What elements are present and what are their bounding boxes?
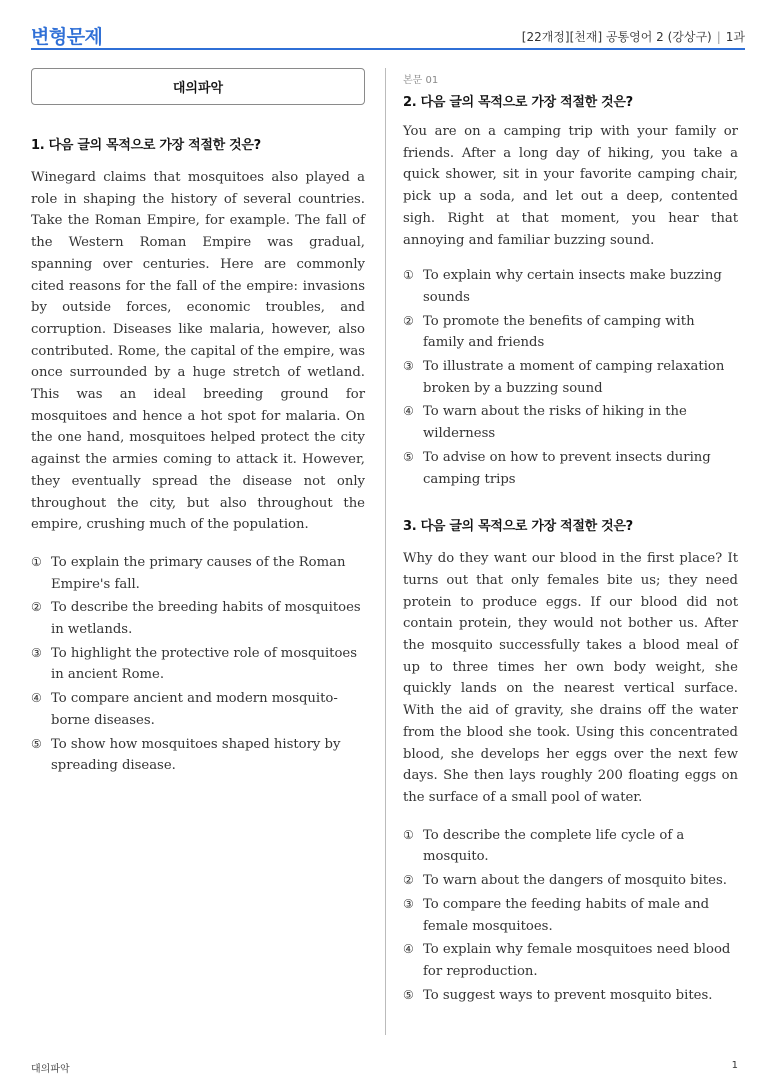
choice-item[interactable]: [31, 688, 365, 731]
choice-text: To advise on how to prevent insects during camping trips: [423, 449, 711, 487]
question-1-passage: Winegard claims that mosquitoes also played a role in shaping the history of several countries. Take the Roman Empire, for example. The fall of the Western Roman Empire was gradual, spanning over centuries. Here are commonly cited reasons for the fall of the empire: invasions by outside forces, economic troubles, and corruption. Diseases like malaria, however, also contributed. Rome, the capital of the empire, was once surrounded by a huge stretch of wetland. This was an ideal breeding ground for mosquitoes and hence a hot spot for malaria. On the one hand, mosquitoes helped protect the city against the armies coming to attack it. However, they eventually spread the disease not only throughout the city, but also throughout the empire, crushing much of the population.: [31, 170, 365, 533]
choice-number: ②: [31, 600, 42, 615]
choice-item[interactable]: [403, 356, 738, 399]
question-3-choices: [403, 825, 738, 1007]
choice-item[interactable]: [403, 401, 738, 444]
passage-tag: 본문 01: [403, 75, 439, 86]
question-2-passage: You are on a camping trip with your family or friends. After a long day of hiking, you take a quick shower, sit in your favorite camping chair, pick up a soda, and let out a deep, contented sigh. Right at that moment, you hear that annoying and familiar buzzing sound.: [403, 124, 738, 248]
page-header: [31, 20, 745, 50]
choice-text: To promote the benefits of camping with family and friends: [423, 313, 695, 351]
choice-item[interactable]: [403, 985, 738, 1007]
choice-number: ⑤: [403, 449, 414, 464]
choice-text: To compare the feeding habits of male and female mosquitoes.: [423, 896, 710, 934]
choice-number: ⑤: [31, 736, 42, 751]
choice-number: ②: [403, 313, 414, 328]
choice-item[interactable]: [31, 552, 365, 595]
choice-text: To explain why certain insects make buzzing sounds: [423, 268, 722, 305]
course-title: [22개정][천재] 공통영어 2 (강상구): [521, 30, 712, 44]
choice-number: ③: [403, 896, 414, 911]
choice-text: To explain the primary causes of the Roman Empire's fall.: [51, 554, 346, 592]
left-column: [31, 68, 365, 779]
choice-text: To describe the breeding habits of mosquitoes in wetlands.: [51, 600, 361, 638]
section-title: 대의파악: [172, 81, 224, 96]
choice-number: ②: [403, 873, 414, 888]
header-separator: |: [716, 30, 721, 44]
choice-number: ⑤: [403, 987, 414, 1002]
choice-text: To warn about the risks of hiking in the wilderness: [423, 404, 687, 442]
choice-item[interactable]: [403, 447, 738, 490]
question-1-choices: [31, 552, 365, 777]
choice-item[interactable]: [403, 870, 738, 892]
choice-text: To compare ancient and modern mosquito-borne diseases.: [51, 691, 338, 728]
choice-item[interactable]: [403, 311, 738, 354]
choice-item[interactable]: [403, 825, 738, 868]
choice-number: ③: [403, 359, 414, 374]
question-2-title: 2. 다음 글의 목적으로 가장 적절한 것은?: [403, 95, 633, 110]
question-3-passage: Why do they want our blood in the first place? It turns out that only females bite us; they need protein to produce eggs. If our blood did not contain protein, they would not bother us. After the mosquito successfully takes a blood meal of up to three times her own body weight, she quickly lands on the nearest vertical surface. With the aid of gravity, she drains off the water from the blood she took. Using this concentrated blood, she develops her eggs over the next few days. She then lays roughly 200 floating eggs on the surface of a small pool of water.: [403, 551, 738, 805]
choice-item[interactable]: [403, 939, 738, 982]
lesson-label: 1과: [725, 30, 745, 44]
choice-text: To show how mosquitoes shaped history by spreading disease.: [51, 736, 341, 774]
course-info: [522, 28, 745, 45]
choice-item[interactable]: [31, 643, 365, 686]
choice-number: ①: [31, 554, 42, 569]
question-2-choices: [403, 265, 738, 490]
choice-item[interactable]: [31, 597, 365, 640]
choice-text: To suggest ways to prevent mosquito bites.: [423, 987, 713, 1003]
question-3-title: 3. 다음 글의 목적으로 가장 적절한 것은?: [403, 519, 633, 535]
choice-item[interactable]: [403, 894, 738, 937]
column-divider: [385, 68, 386, 1035]
choice-number: ④: [31, 691, 42, 706]
choice-item[interactable]: [403, 265, 738, 308]
choice-number: ③: [31, 645, 42, 660]
page-number: 1: [731, 1060, 738, 1071]
choice-number: ①: [403, 268, 414, 283]
right-column: [403, 68, 738, 1008]
footer-section-label: 대의파악: [31, 1064, 70, 1075]
brand-title: 변형문제: [31, 26, 103, 48]
question-1-title: 1. 다음 글의 목적으로 가장 적절한 것은?: [31, 138, 261, 153]
choice-text: To warn about the dangers of mosquito bites.: [423, 873, 727, 889]
section-title-box: [31, 68, 365, 105]
choice-number: ④: [403, 404, 414, 419]
choice-text: To highlight the protective role of mosquitoes in ancient Rome.: [51, 645, 357, 683]
choice-text: To describe the complete life cycle of a mosquito.: [423, 827, 685, 865]
choice-text: To explain why female mosquitoes need blood for reproduction.: [423, 942, 731, 979]
choice-item[interactable]: [31, 734, 365, 777]
choice-text: To illustrate a moment of camping relaxation broken by a buzzing sound: [423, 359, 725, 396]
choice-number: ④: [403, 942, 414, 957]
choice-number: ①: [403, 827, 414, 842]
